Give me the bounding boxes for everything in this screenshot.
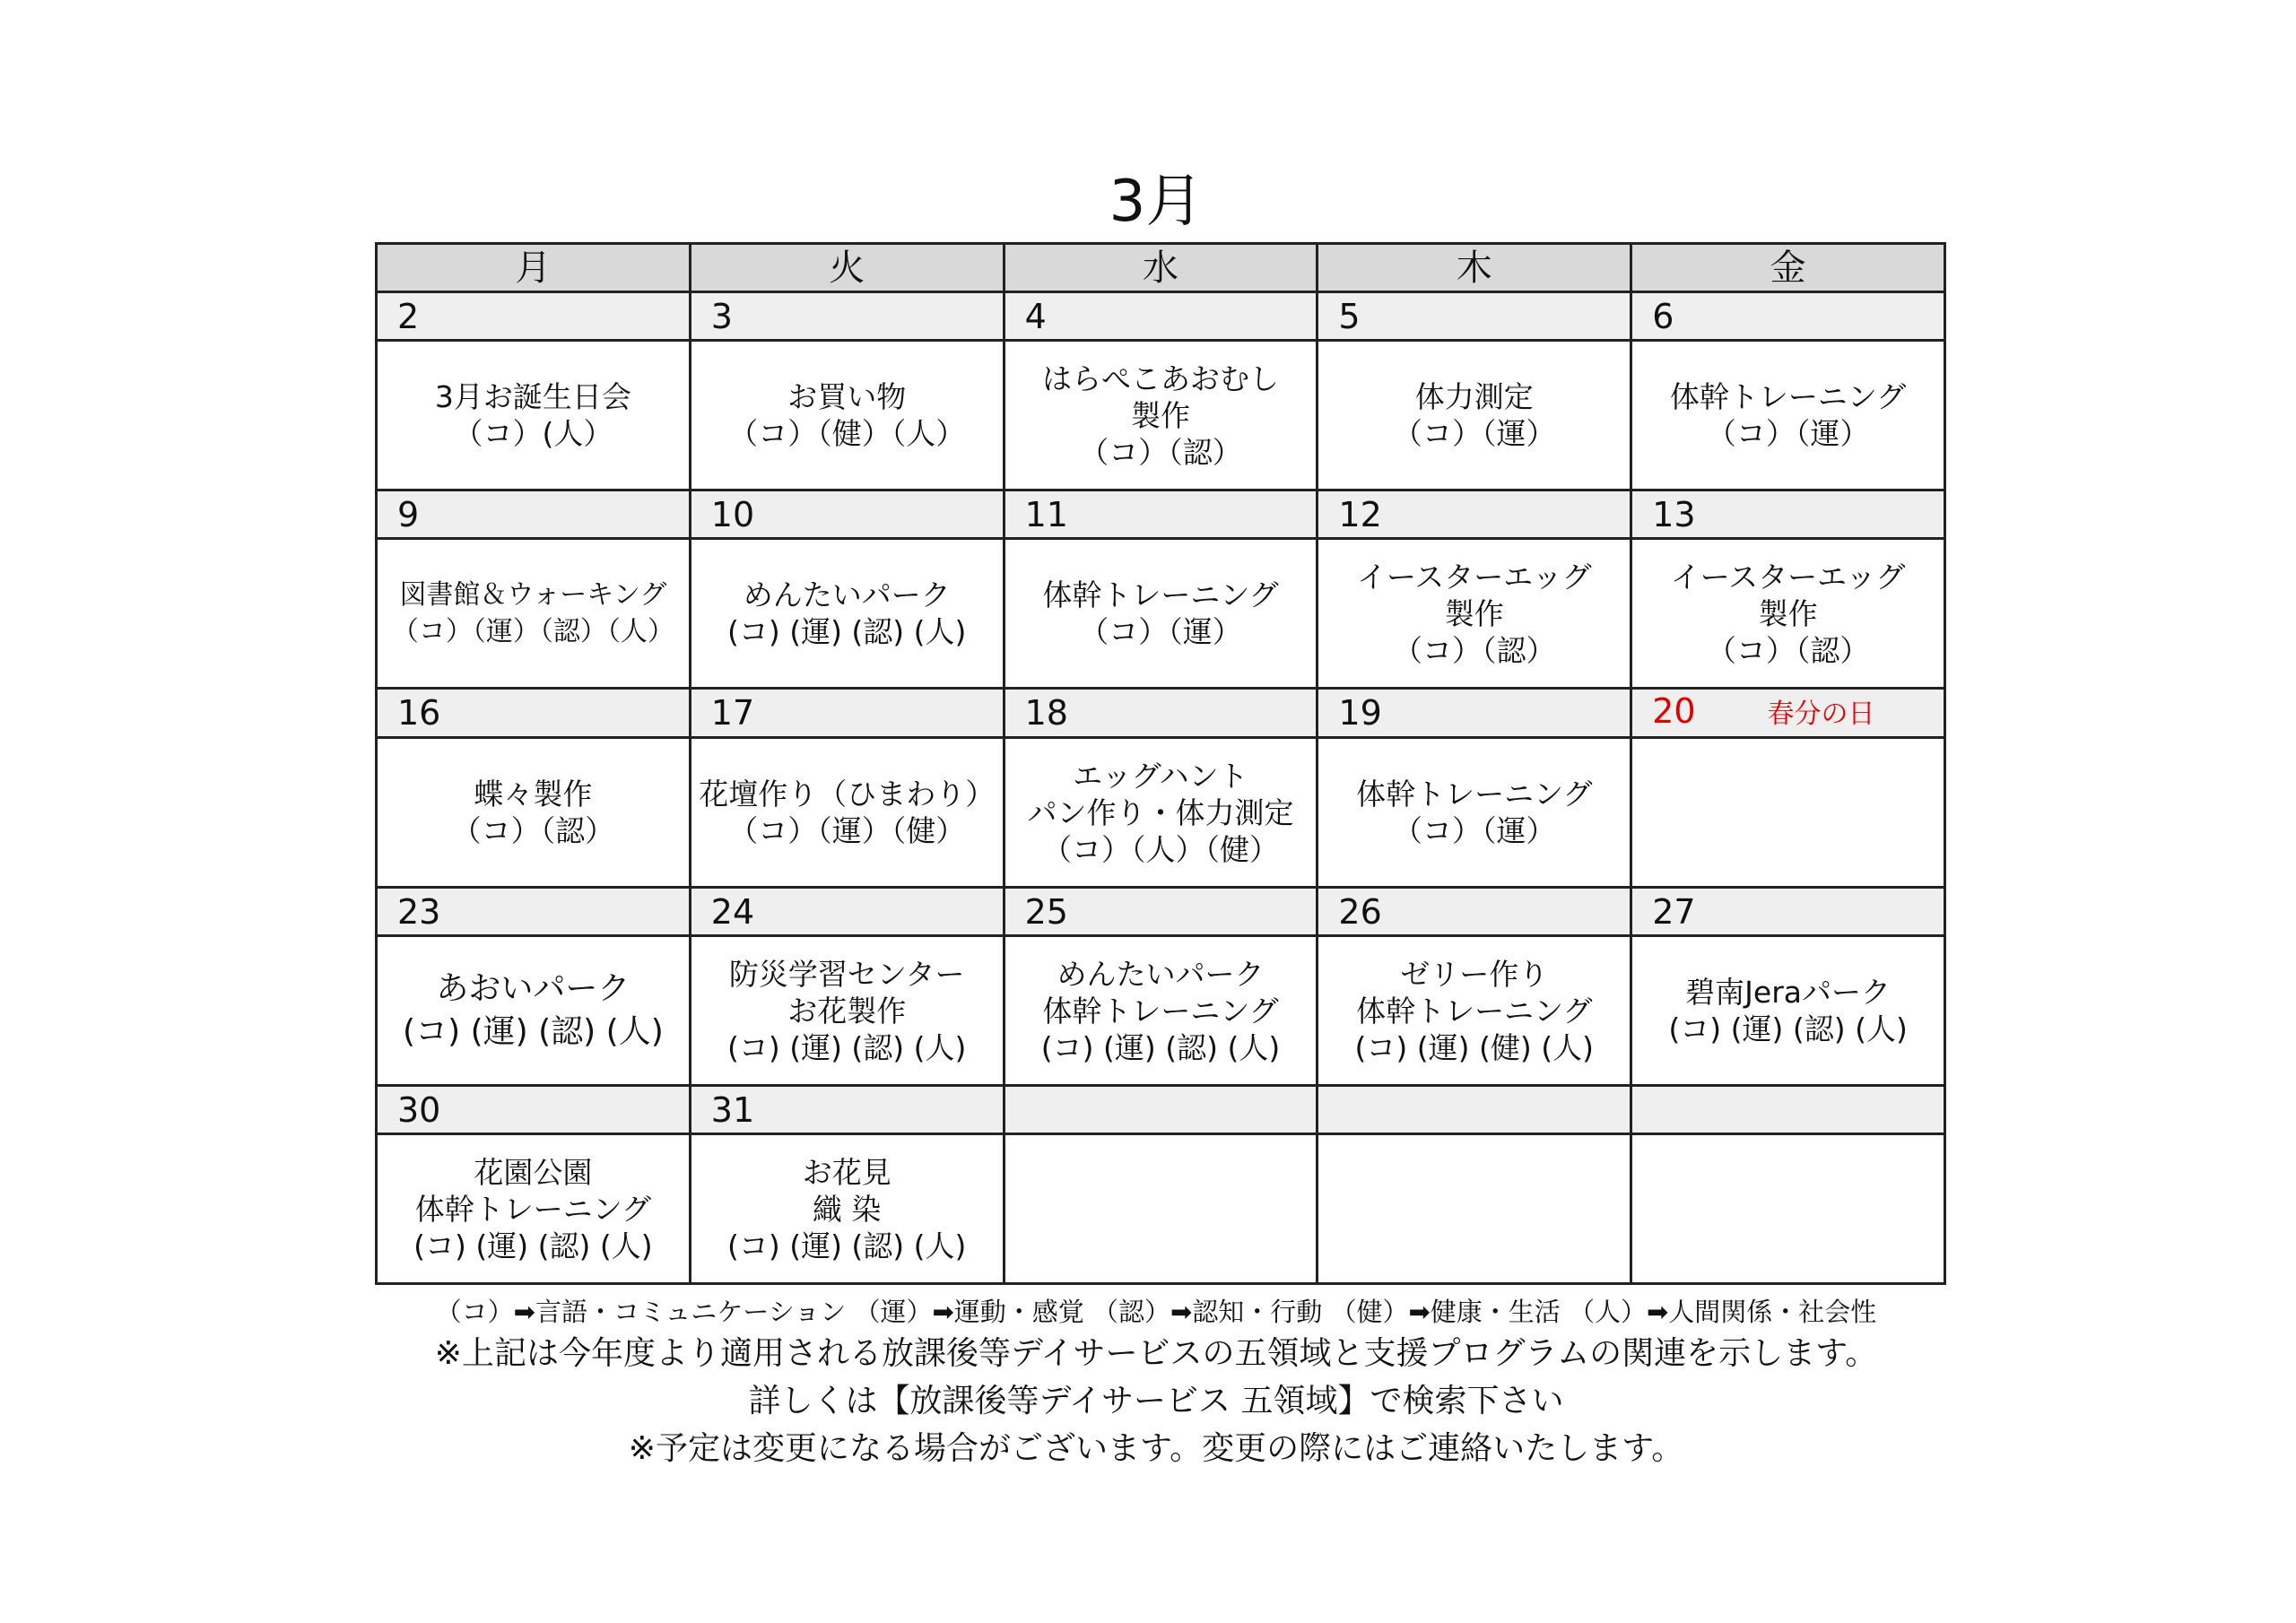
event-line: 織 染 [812,1191,882,1227]
calendar-title: 3月 [1109,169,1204,235]
date-row [377,888,1945,936]
event-line: (コ) (運) (認) (人) [726,614,967,649]
date-cell: 4 [1004,292,1318,341]
weekday-wed: 水 [1004,244,1318,292]
date-cell: 12 [1318,490,1631,539]
date-cell [1318,1086,1631,1134]
event-row [377,936,1945,1086]
calendar-table [375,242,1946,1285]
event-line: お花製作 [787,993,907,1028]
event-line: 花壇作り（ひまわり） [699,777,996,812]
event-cell-empty [1631,738,1945,888]
event-cell [1318,341,1631,490]
date-cell: 17 [690,689,1004,738]
event-line: めんたいパーク [1057,956,1265,992]
holiday-date: 20 [1652,691,1696,731]
date-cell: 2 [377,292,691,341]
event-line: 体幹トレーニング [1356,777,1593,812]
event-cell [1004,936,1318,1086]
event-cell [377,1134,691,1284]
event-line: 蝶々製作 [474,777,593,812]
date-cell: 30 [377,1086,691,1134]
event-cell [1004,539,1318,689]
event-cell [1631,539,1945,689]
event-cell [377,341,691,490]
event-cell [377,539,691,689]
event-line: 防災学習センター [728,956,965,992]
event-cell-empty [1318,1134,1631,1284]
event-line: (コ) (運) (健) (人) [1354,1029,1595,1065]
date-cell [1631,1086,1945,1134]
date-cell: 24 [690,888,1004,936]
date-cell: 9 [377,490,691,539]
event-line: 製作 [1758,595,1818,631]
event-cell [377,936,691,1086]
event-cell [690,936,1004,1086]
event-line: 体力測定 [1414,379,1534,414]
event-line: 碧南Jeraパーク [1685,975,1891,1010]
event-line: 体幹トレーニング [414,1191,652,1227]
event-line: (コ) (運) (認) (人) [1668,1011,1908,1046]
event-line: 花園公園 [474,1154,593,1190]
event-line: （コ）（運） [1706,416,1870,451]
date-row [377,689,1945,738]
date-cell: 18 [1004,689,1318,738]
event-row [377,341,1945,490]
date-cell-holiday [1631,689,1945,738]
event-line: 製作 [1444,595,1504,631]
date-cell [1004,1086,1318,1134]
event-cell [1004,341,1318,490]
event-line: (コ) (運) (認) (人) [413,1228,653,1263]
date-row [377,292,1945,341]
event-line: 体幹トレーニング [1042,577,1279,612]
event-line: （コ）(人） [453,416,613,451]
event-row [377,539,1945,689]
event-line: （コ）（健）（人） [728,416,966,451]
event-cell [1318,539,1631,689]
date-cell: 5 [1318,292,1631,341]
event-line: エッグハント [1073,758,1248,794]
weekday-header-row [377,244,1945,292]
event-line: お花見 [802,1154,891,1190]
event-cell [1318,738,1631,888]
event-line: イースターエッグ [1356,559,1592,595]
date-cell: 13 [1631,490,1945,539]
event-line: (コ) (運) (認) (人) [403,1013,664,1050]
date-cell: 25 [1004,888,1318,936]
event-line: はらぺこあおむし [1041,360,1279,396]
event-cell [690,1134,1004,1284]
holiday-name: 春分の日 [1767,699,1875,730]
event-row [377,738,1945,888]
event-line: （コ）（運） [1393,813,1556,848]
event-line: イースターエッグ [1670,559,1906,595]
weekday-thu: 木 [1318,244,1631,292]
event-line: 体幹トレーニング [1042,993,1279,1028]
date-cell: 6 [1631,292,1945,341]
legend: （コ）➡言語・コミュニケーション （運）➡運動・感覚 （認）➡認知・行動 （健）➡健康・生活 （人）➡人間関係・社会性 [435,1297,1877,1327]
event-line: めんたいパーク [743,577,951,612]
event-cell [1631,341,1945,490]
event-line: （コ）（運） [1393,416,1556,451]
event-line: 体幹トレーニング [1356,993,1593,1028]
event-cell-empty [1631,1134,1945,1284]
event-line: （コ）（人）（健） [1041,831,1279,867]
event-line: パン作り・体力測定 [1027,794,1294,830]
event-line: （コ）（運） [1079,614,1242,649]
event-line: （コ）（認） [451,813,615,848]
event-cell [1004,738,1318,888]
date-cell: 26 [1318,888,1631,936]
event-line: 体幹トレーニング [1669,379,1907,414]
event-line: お買い物 [787,379,907,414]
event-cell [377,738,691,888]
date-cell: 31 [690,1086,1004,1134]
event-row [377,1134,1945,1284]
date-cell: 3 [690,292,1004,341]
date-cell: 19 [1318,689,1631,738]
event-line: 図書館＆ウォーキング [399,579,667,611]
event-line: (コ) (運) (認) (人) [726,1228,967,1263]
date-cell: 23 [377,888,691,936]
note-five-domains: ※上記は今年度より適用される放課後等デイサービスの五領域と支援プログラムの関連を示します。 [434,1335,1878,1372]
event-line: （コ）（運）（認）（人） [391,616,674,647]
event-cell [690,341,1004,490]
event-line: 3月お誕生日会 [434,379,631,414]
event-line: (コ) (運) (認) (人) [1040,1029,1281,1065]
weekday-tue: 火 [690,244,1004,292]
event-line: あおいパーク [436,970,631,1007]
event-line: （コ）（認） [1706,632,1870,668]
event-line: ゼリー作り [1400,956,1549,992]
event-cell [690,539,1004,689]
note-schedule-change: ※予定は変更になる場合がございます。変更の際にはご連絡いたします。 [628,1430,1684,1467]
event-cell [1318,936,1631,1086]
date-cell: 11 [1004,490,1318,539]
event-line: (コ) (運) (認) (人) [726,1029,967,1065]
event-cell-empty [1004,1134,1318,1284]
weekday-mon: 月 [377,244,691,292]
date-cell: 27 [1631,888,1945,936]
event-line: （コ）（運）（健） [728,813,966,848]
date-cell: 10 [690,490,1004,539]
date-row [377,490,1945,539]
event-cell [1631,936,1945,1086]
event-line: 製作 [1130,397,1190,433]
date-row [377,1086,1945,1134]
date-cell: 16 [377,689,691,738]
weekday-fri: 金 [1631,244,1945,292]
note-search-hint: 詳しくは【放課後等デイサービス 五領域】で検索下さい [748,1383,1564,1419]
event-cell [690,738,1004,888]
event-line: （コ）（認） [1079,434,1242,470]
event-line: （コ）（認） [1393,632,1556,668]
